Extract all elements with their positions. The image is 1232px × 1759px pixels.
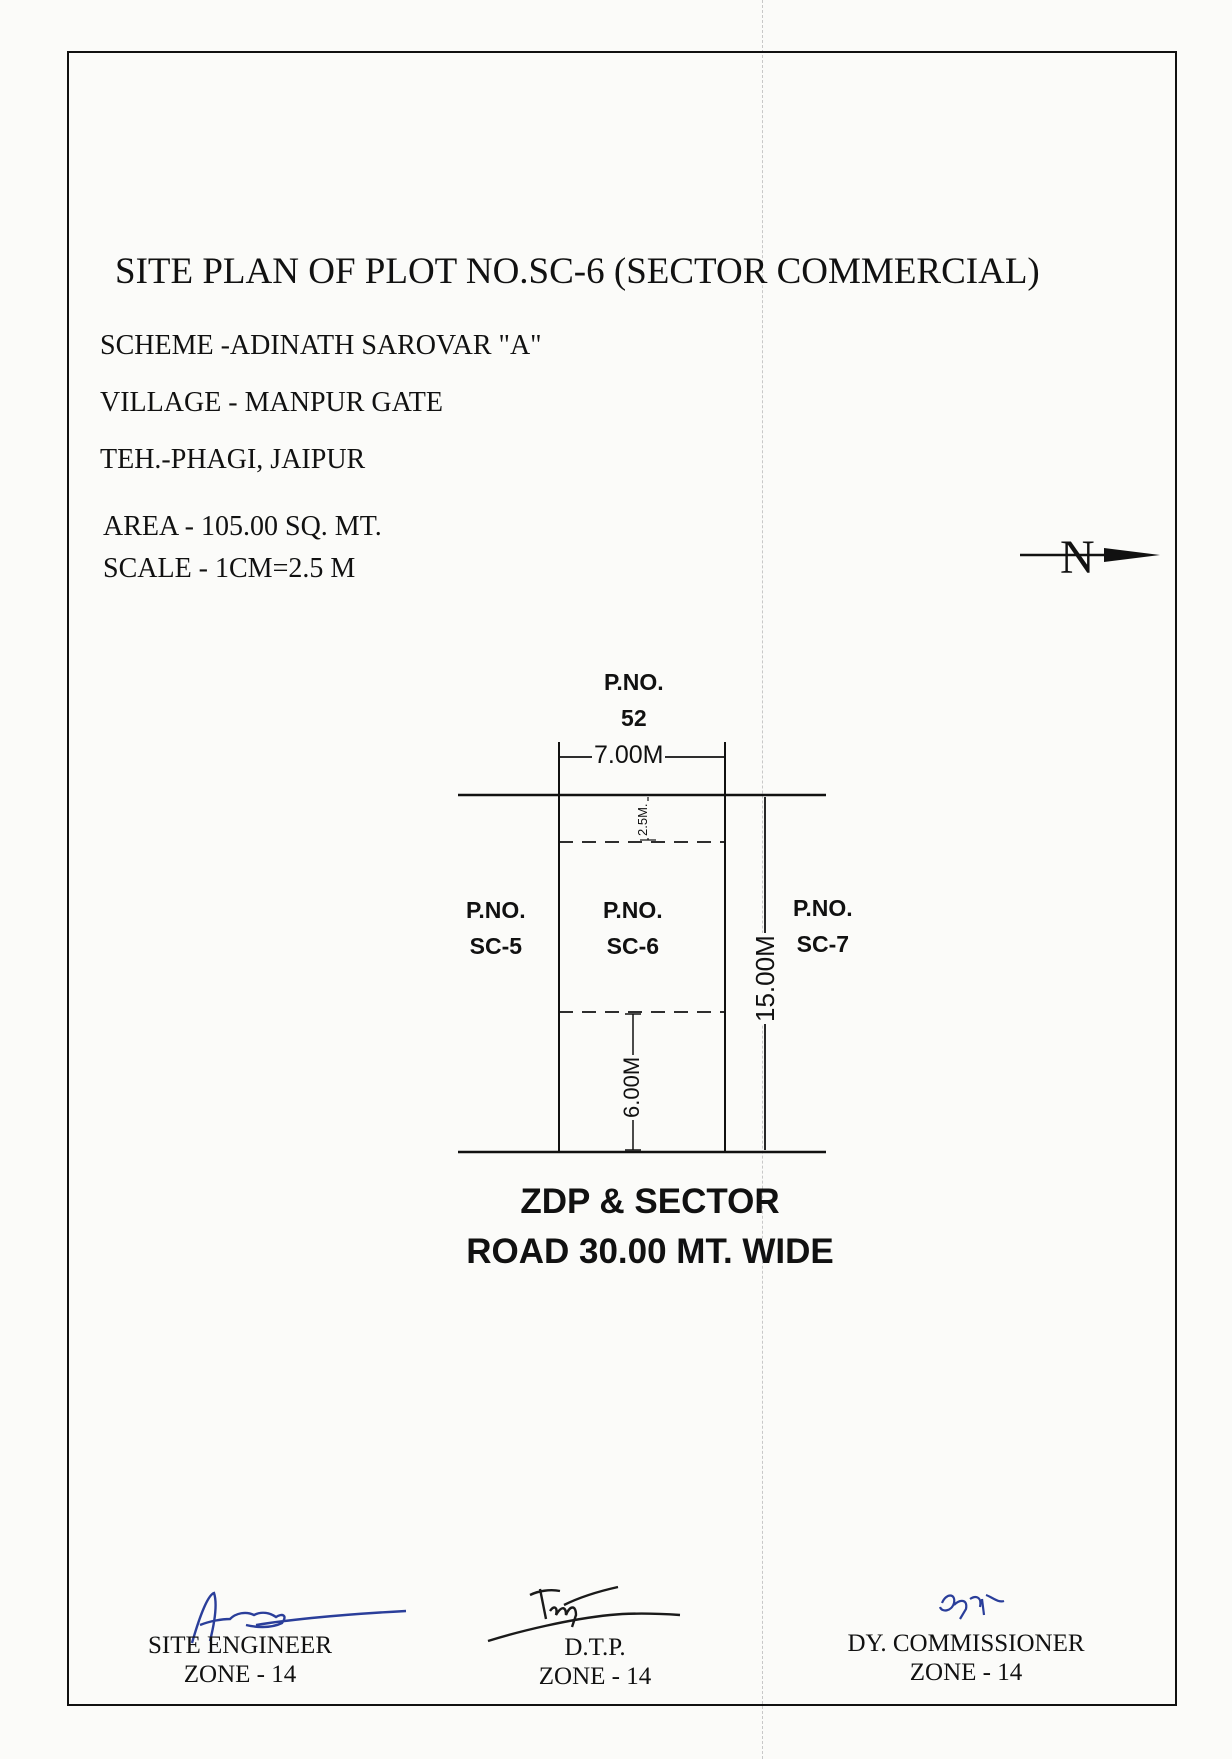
plot-center-line1: P.NO. bbox=[603, 897, 663, 923]
road-label bbox=[420, 1177, 880, 1277]
width-dimension-label: 7.00M bbox=[594, 741, 664, 769]
plot-left-line1: P.NO. bbox=[466, 897, 526, 923]
plot-right-line1: P.NO. bbox=[793, 895, 853, 921]
site-engineer-zone: ZONE - 14 bbox=[183, 1661, 297, 1688]
dtp-zone: ZONE - 14 bbox=[538, 1663, 652, 1690]
road-line2: ROAD 30.00 MT. WIDE bbox=[466, 1232, 834, 1271]
dtp-block bbox=[520, 1634, 670, 1692]
site-engineer-block bbox=[130, 1632, 350, 1690]
tehsil-line: TEH.-PHAGI, JAIPUR bbox=[100, 444, 366, 475]
dy-commissioner-signature bbox=[930, 1585, 1020, 1625]
rear-setback-label: 2.5M. bbox=[635, 803, 650, 836]
length-dimension-label: 15.00M bbox=[750, 935, 780, 1022]
dy-commissioner-title: DY. COMMISSIONER bbox=[847, 1630, 1085, 1657]
dy-commissioner-zone: ZONE - 14 bbox=[909, 1659, 1023, 1686]
dy-commissioner-block bbox=[826, 1630, 1106, 1688]
site-engineer-title: SITE ENGINEER bbox=[148, 1632, 332, 1659]
plot-label-north bbox=[604, 664, 664, 736]
plot-left-line2: SC-5 bbox=[469, 933, 523, 959]
plot-label-right bbox=[793, 890, 853, 962]
document-title: SITE PLAN OF PLOT NO.SC-6 (SECTOR COMMERCIAL) bbox=[115, 251, 1040, 292]
plot-right-line2: SC-7 bbox=[796, 931, 850, 957]
plot-north-line2: 52 bbox=[621, 705, 647, 731]
plot-north-line1: P.NO. bbox=[604, 669, 664, 695]
road-line1: ZDP & SECTOR bbox=[520, 1182, 780, 1221]
area-line: AREA - 105.00 SQ. MT. bbox=[103, 511, 382, 542]
plot-label-left bbox=[466, 892, 526, 964]
front-setback-label: 6.00M bbox=[619, 1056, 644, 1118]
scale-line: SCALE - 1CM=2.5 M bbox=[103, 553, 356, 584]
north-letter: N bbox=[1060, 531, 1095, 584]
village-line: VILLAGE - MANPUR GATE bbox=[100, 387, 443, 418]
plot-center-line2: SC-6 bbox=[606, 933, 660, 959]
dtp-title: D.T.P. bbox=[564, 1634, 626, 1661]
plot-label-center bbox=[603, 892, 663, 964]
scheme-line: SCHEME -ADINATH SAROVAR "A" bbox=[100, 330, 542, 361]
